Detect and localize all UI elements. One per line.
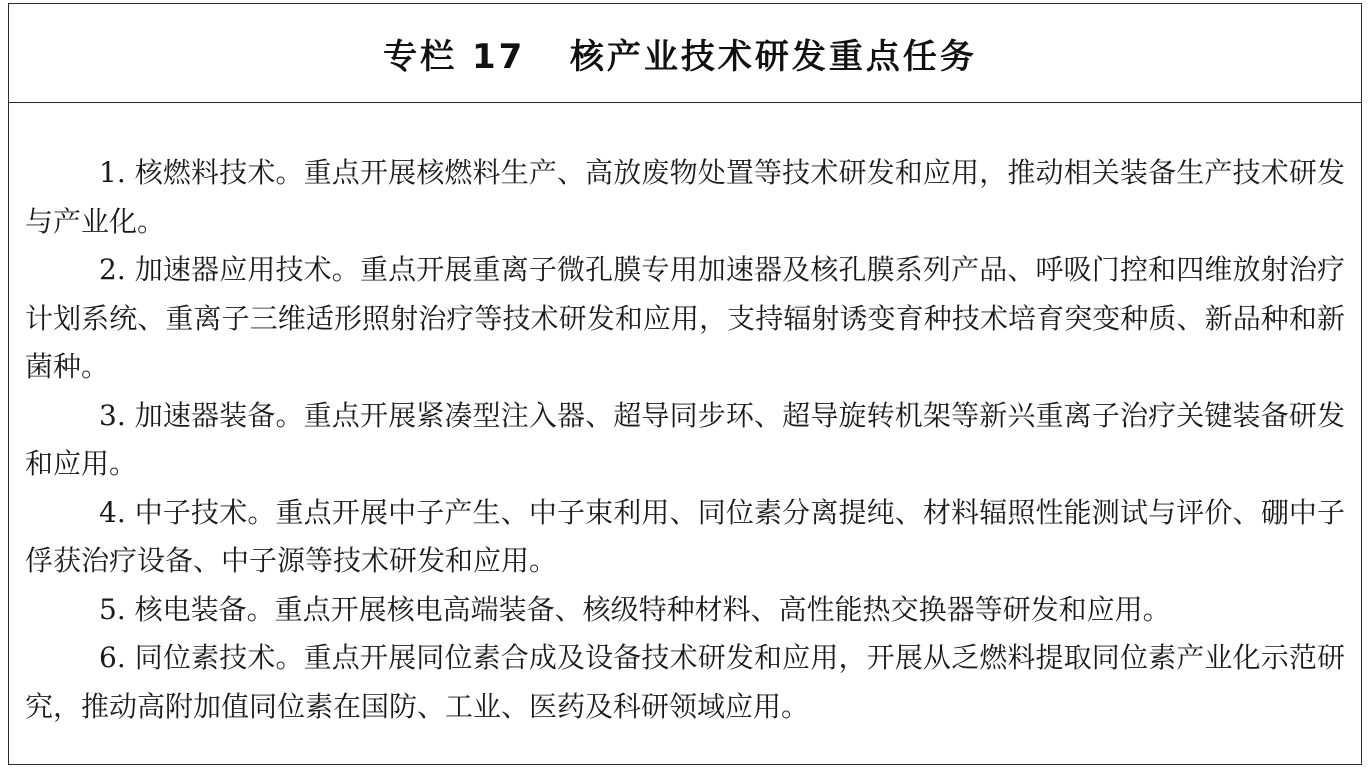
task-item-neutron: 4. 中子技术。重点开展中子产生、中子束利用、同位素分离提纯、材料辐照性能测试与评价、硼中子俘获治疗设备、中子源等技术研发和应用。 (25, 495, 1345, 577)
task-item-nuclear-power-equipment: 5. 核电装备。重点开展核电高端装备、核级特种材料、高性能热交换器等研发和应用。 (99, 592, 1171, 626)
column-box (8, 3, 1362, 765)
task-item-accelerator-equipment: 3. 加速器装备。重点开展紧凑型注入器、超导同步环、超导旋转机架等新兴重离子治疗关键装备研发和应用。 (25, 398, 1345, 480)
column-content (25, 149, 1345, 731)
task-item-accelerator-application: 2. 加速器应用技术。重点开展重离子微孔膜专用加速器及核孔膜系列产品、呼吸门控和四维放射治疗计划系统、重离子三维适形照射治疗等技术研发和应用，支持辐射诱变育种技术培育突变种质、新品种和新菌种。 (25, 253, 1345, 383)
task-item-nuclear-fuel: 1. 核燃料技术。重点开展核燃料生产、高放废物处置等技术研发和应用，推动相关装备生产技术研发与产业化。 (25, 156, 1345, 238)
task-item-isotope: 6. 同位素技术。重点开展同位素合成及设备技术研发和应用，开展从乏燃料提取同位素产业化示范研究，推动高附加值同位素在国防、工业、医药及科研领域应用。 (25, 641, 1345, 723)
column-title: 专栏 17 核产业技术研发重点任务 (383, 36, 977, 77)
title-row (9, 4, 1361, 103)
